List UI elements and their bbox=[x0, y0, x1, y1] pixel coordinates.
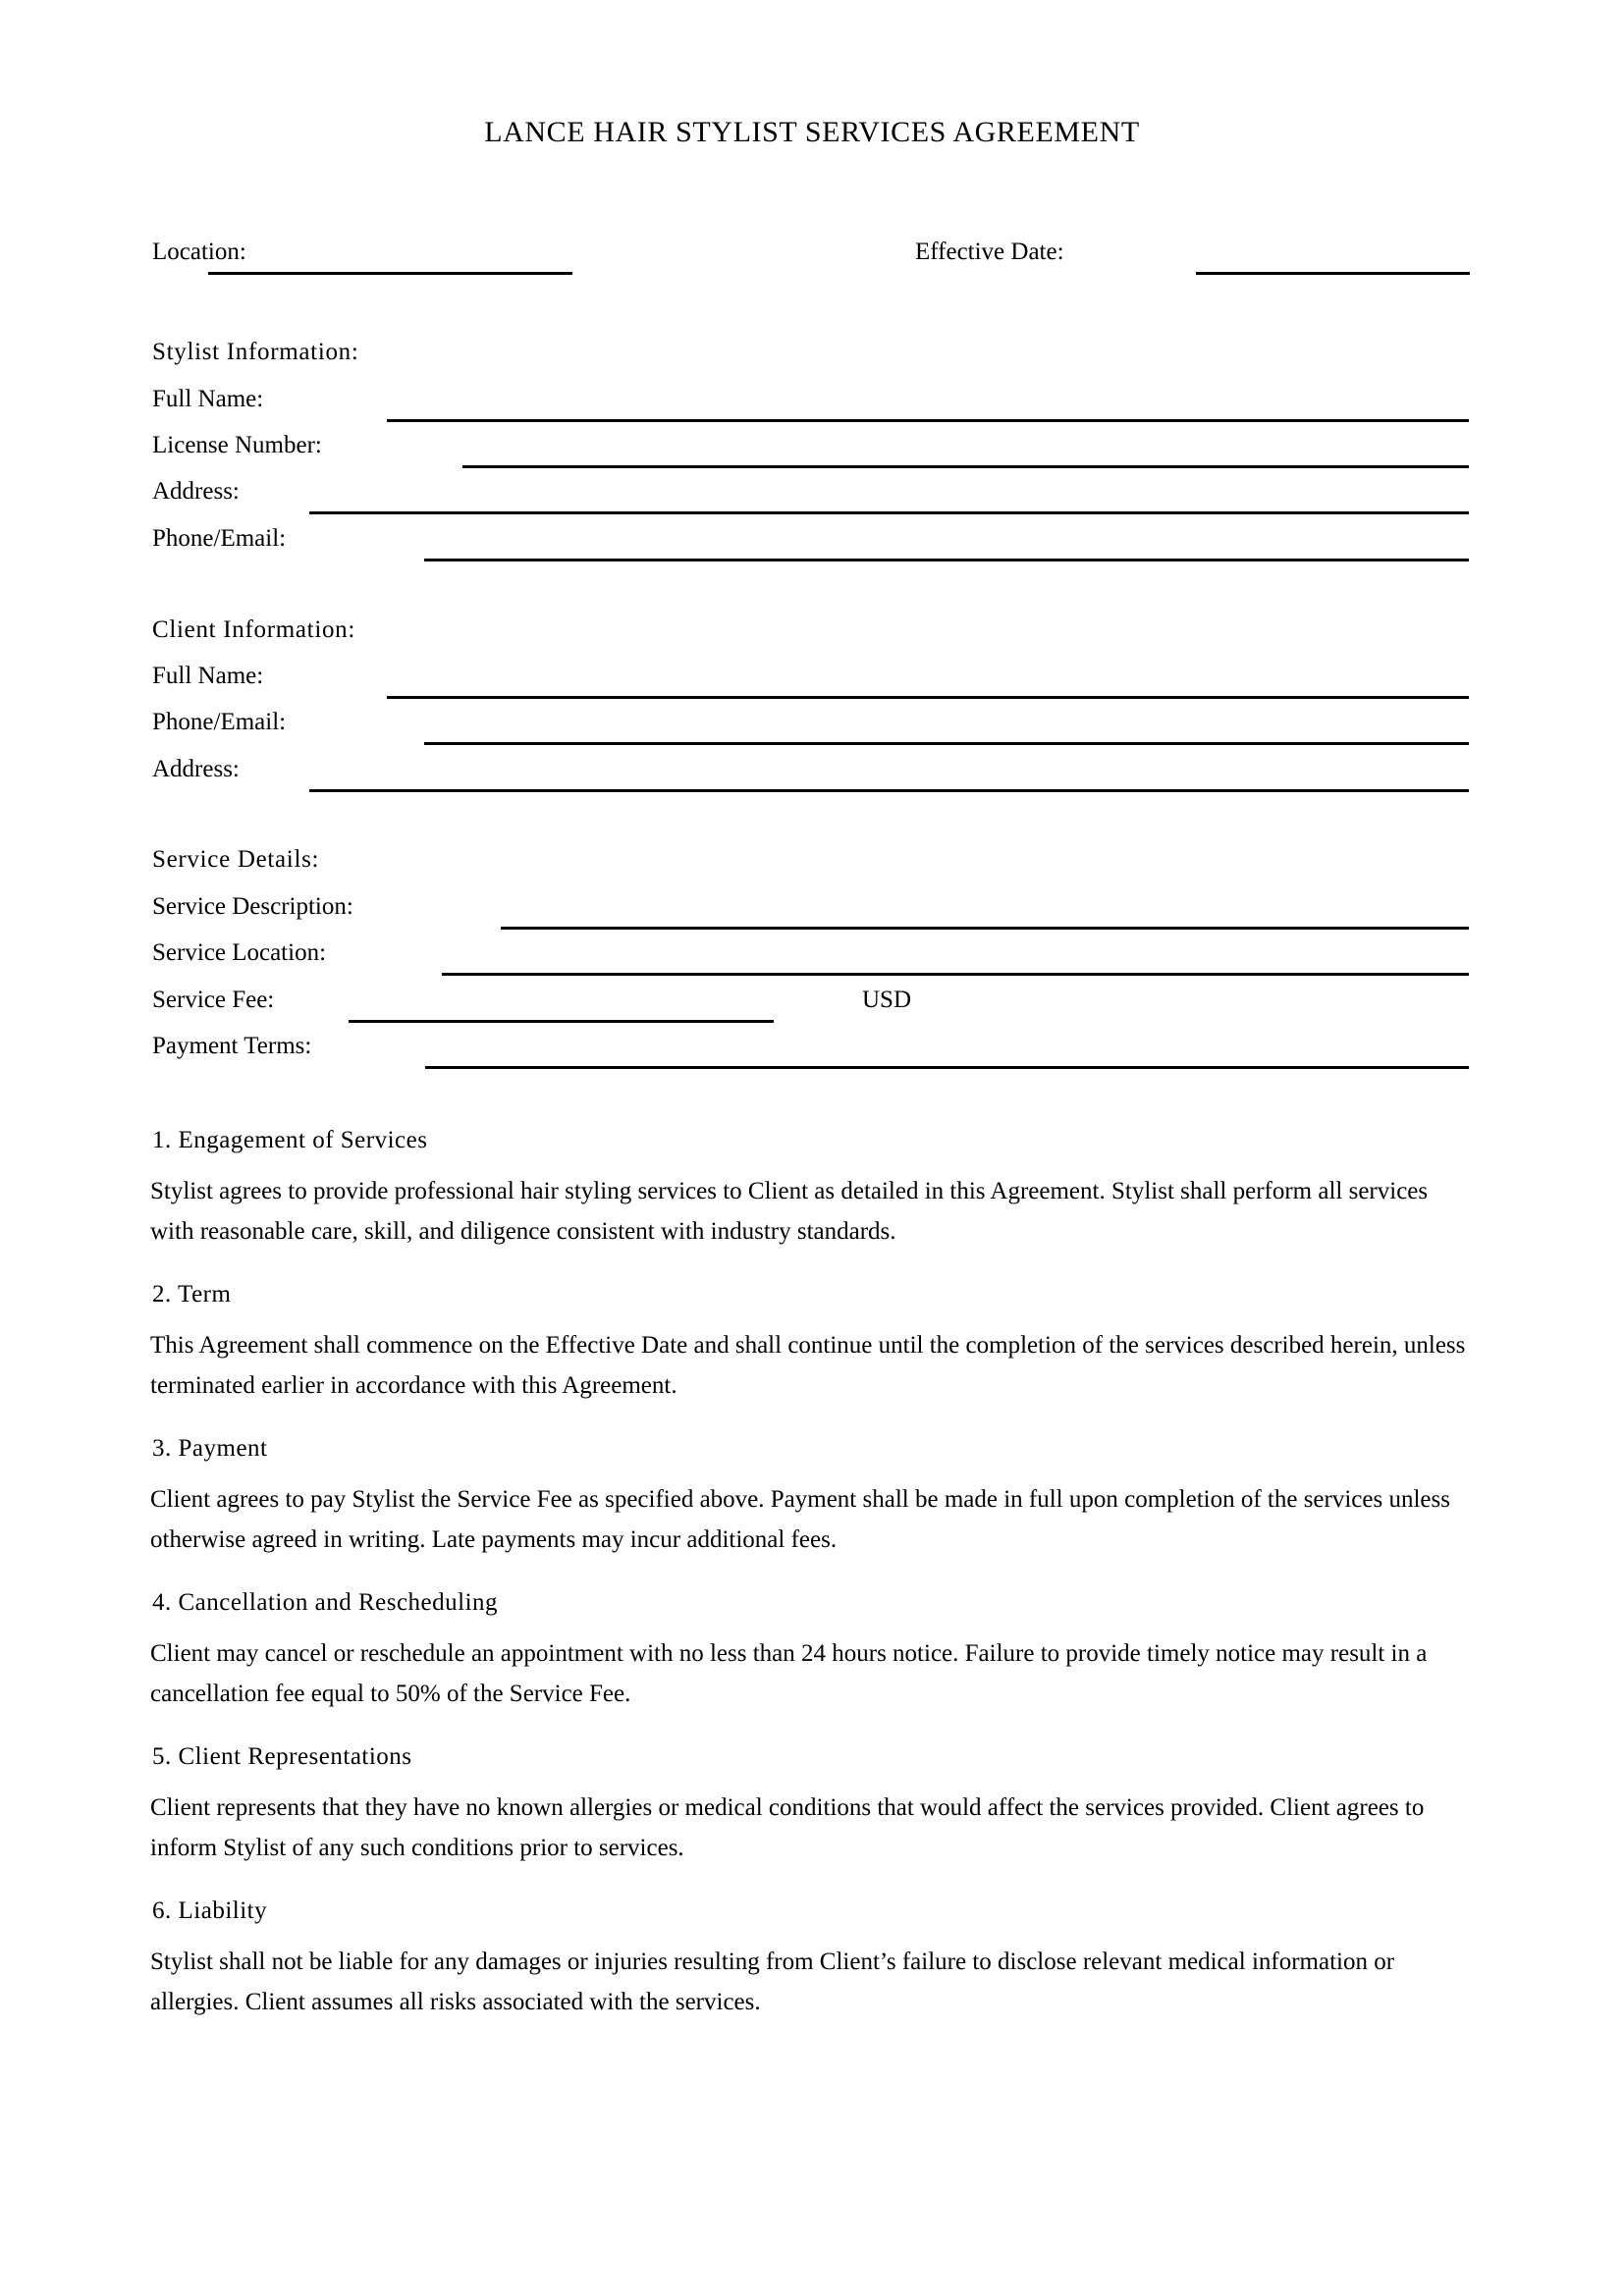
stylist-address-rule[interactable] bbox=[309, 511, 1469, 514]
stylist-phone-email-label: Phone/Email: bbox=[152, 525, 287, 552]
service-description-rule[interactable] bbox=[501, 927, 1469, 930]
clause-5-body: Client represents that they have no known allergies or medical conditions that would affect the services provided. Client agrees to inform Stylist of any such conditions prior to services. bbox=[150, 1794, 1425, 1861]
location-input-rule[interactable] bbox=[208, 272, 572, 275]
stylist-information-heading: Stylist Information: bbox=[152, 339, 359, 365]
client-full-name-rule[interactable] bbox=[387, 696, 1469, 699]
payment-terms-label: Payment Terms: bbox=[152, 1033, 312, 1059]
stylist-address-label: Address: bbox=[152, 478, 240, 505]
client-phone-email-rule[interactable] bbox=[424, 742, 1469, 745]
service-fee-rule[interactable] bbox=[349, 1020, 774, 1023]
clause-1-body: Stylist agrees to provide professional hair styling services to Client as detailed in this Agreement. Stylist shall perform all services with reasonable care, skill, and diligence consistent with industry standards. bbox=[150, 1178, 1429, 1245]
effective-date-input-rule[interactable] bbox=[1196, 272, 1470, 275]
stylist-phone-email-rule[interactable] bbox=[424, 559, 1469, 561]
stylist-full-name-label: Full Name: bbox=[152, 386, 264, 412]
stylist-license-number-rule[interactable] bbox=[462, 465, 1469, 468]
client-full-name-label: Full Name: bbox=[152, 663, 264, 689]
clause-2-heading: 2. Term bbox=[152, 1281, 232, 1308]
clause-6-body: Stylist shall not be liable for any damages or injuries resulting from Client’s failure to disclose relevant medical information or allergies. Client assumes all risks associated with the services. bbox=[150, 1949, 1395, 2015]
stylist-full-name-rule[interactable] bbox=[387, 419, 1469, 422]
location-label: Location: bbox=[152, 239, 246, 265]
client-address-rule[interactable] bbox=[309, 789, 1469, 792]
client-address-label: Address: bbox=[152, 756, 240, 782]
clause-4-heading: 4. Cancellation and Rescheduling bbox=[152, 1589, 499, 1616]
service-fee-currency-label: USD bbox=[862, 987, 912, 1013]
clause-6-heading: 6. Liability bbox=[152, 1897, 268, 1924]
clause-3-body: Client agrees to pay Stylist the Service Fee as specified above. Payment shall be made in full upon completion of the services unless otherwise agreed in writing. Late payments may incur additional fees. bbox=[150, 1486, 1450, 1553]
stylist-license-number-label: License Number: bbox=[152, 432, 322, 458]
service-location-rule[interactable] bbox=[442, 973, 1469, 976]
clause-4-body: Client may cancel or reschedule an appointment with no less than 24 hours notice. Failure to provide timely notice may result in a cancellation fee equal to 50% of the Service Fee. bbox=[150, 1640, 1428, 1707]
service-location-label: Service Location: bbox=[152, 939, 327, 966]
page-title: LANCE HAIR STYLIST SERVICES AGREEMENT bbox=[484, 116, 1140, 148]
client-phone-email-label: Phone/Email: bbox=[152, 709, 287, 735]
service-details-heading: Service Details: bbox=[152, 846, 320, 873]
clause-2-body: This Agreement shall commence on the Effective Date and shall continue until the completion of the services described herein, unless terminated earlier in accordance with this Agreement. bbox=[150, 1332, 1466, 1399]
client-information-heading: Client Information: bbox=[152, 616, 356, 643]
effective-date-label: Effective Date: bbox=[915, 239, 1064, 265]
service-description-label: Service Description: bbox=[152, 893, 353, 920]
service-fee-label: Service Fee: bbox=[152, 987, 275, 1013]
clause-5-heading: 5. Client Representations bbox=[152, 1743, 412, 1770]
payment-terms-rule[interactable] bbox=[425, 1066, 1469, 1069]
clause-3-heading: 3. Payment bbox=[152, 1435, 268, 1462]
clause-1-heading: 1. Engagement of Services bbox=[152, 1127, 428, 1153]
